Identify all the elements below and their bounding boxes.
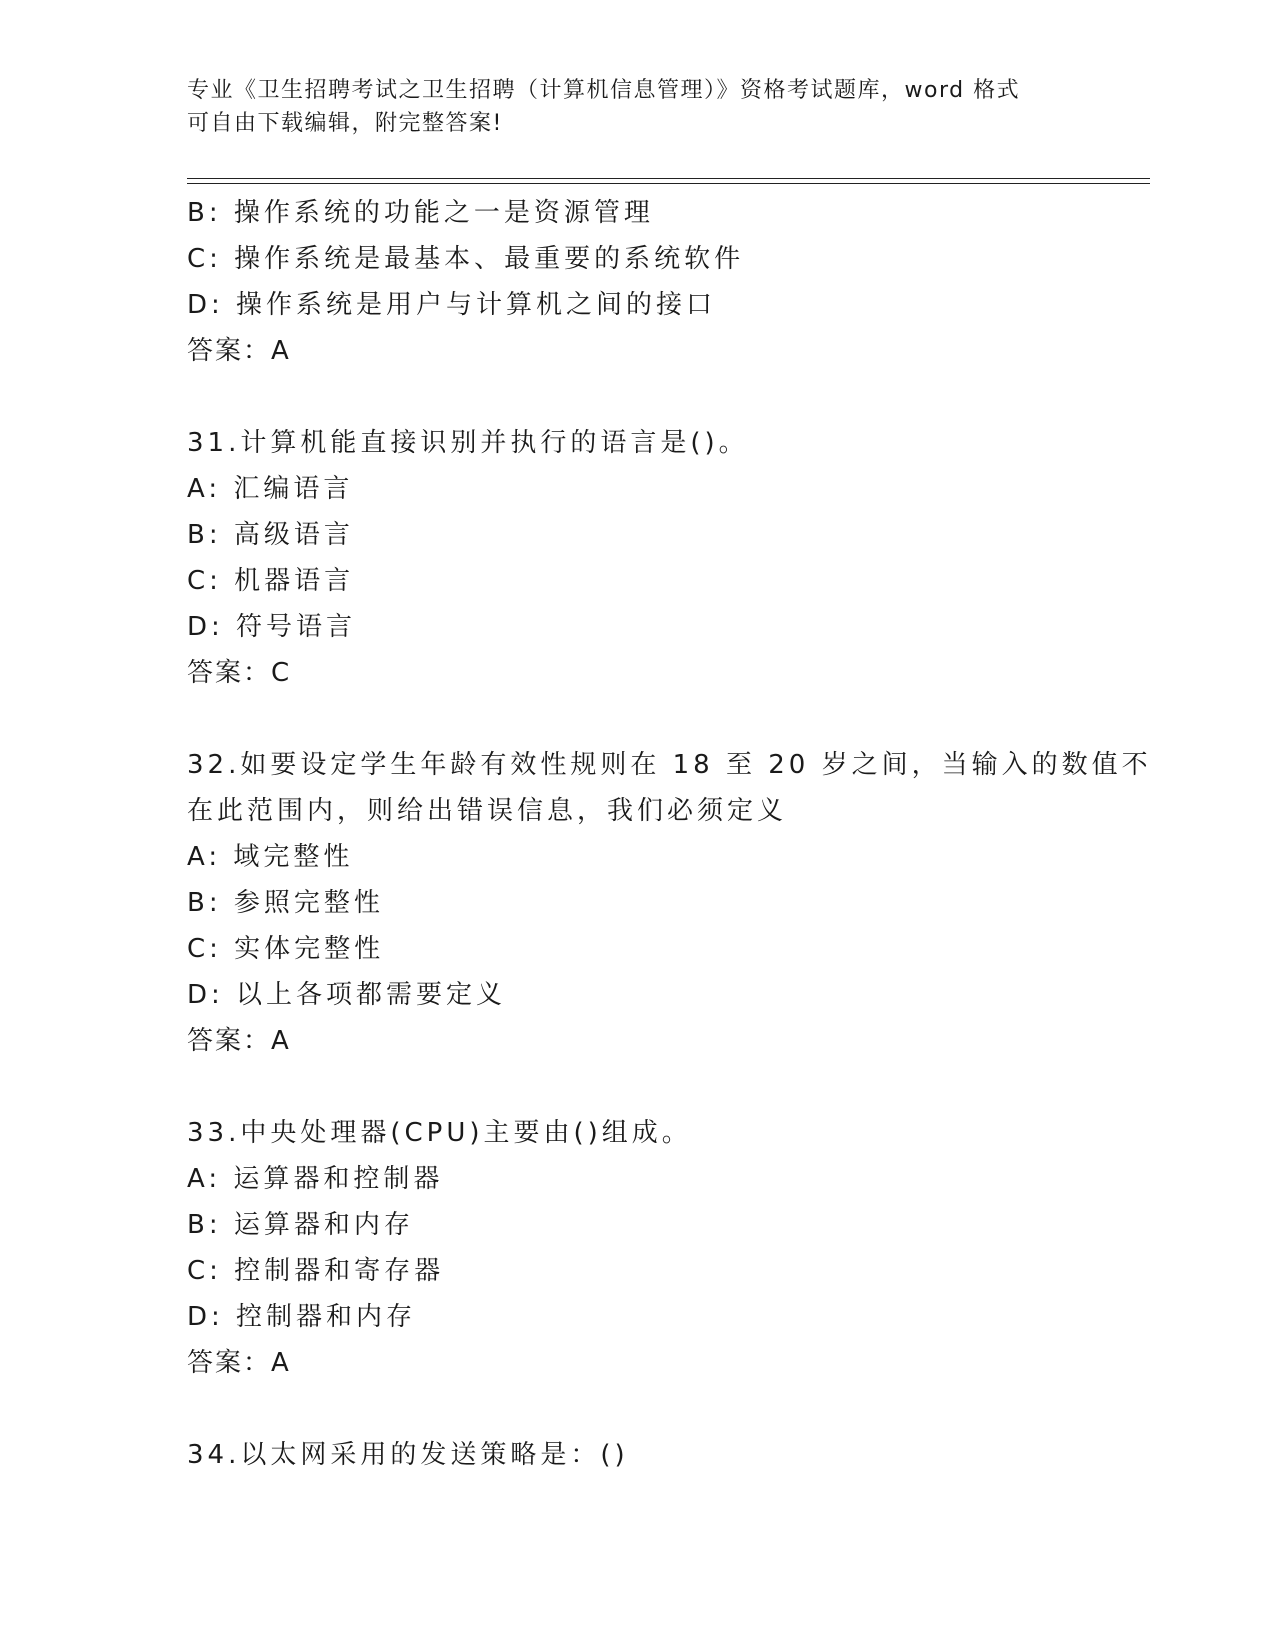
option-a: A: 域完整性 [187,842,354,872]
header-line-2: 可自由下载编辑，附完整答案! [187,111,503,136]
option-d: D: 操作系统是用户与计算机之间的接口 [187,290,717,320]
question-stem: 32.如要设定学生年龄有效性规则在 18 至 20 岁之间，当输入的数值不 [187,750,1152,780]
spacer [187,374,1087,420]
option-c: C: 机器语言 [187,566,355,596]
question-block-33 [187,1110,1087,1386]
document-header [187,74,1087,140]
option-b: B: 参照完整性 [187,888,384,918]
question-block-34 [187,1432,1087,1478]
answer-line: 答案：A [187,1348,291,1378]
option-c: C: 操作系统是最基本、最重要的系统软件 [187,244,745,274]
spacer [187,1386,1087,1432]
option-a: A: 运算器和控制器 [187,1164,444,1194]
answer-line: 答案：C [187,658,292,688]
option-b: B: 操作系统的功能之一是资源管理 [187,198,654,228]
option-d: D: 符号语言 [187,612,357,642]
question-stem-continued: 在此范围内，则给出错误信息，我们必须定义 [187,796,788,826]
spacer [187,696,1087,742]
option-d: D: 控制器和内存 [187,1302,417,1332]
option-d: D: 以上各项都需要定义 [187,980,507,1010]
question-block-31 [187,420,1087,696]
answer-line: 答案：A [187,1026,291,1056]
spacer [187,1064,1087,1110]
option-c: C: 控制器和寄存器 [187,1256,445,1286]
option-c: C: 实体完整性 [187,934,385,964]
header-line-1: 专业《卫生招聘考试之卫生招聘（计算机信息管理）》资格考试题库，word 格式 [187,78,1021,103]
question-list [187,190,1152,1478]
question-stem: 34.以太网采用的发送策略是：() [187,1440,629,1470]
answer-line: 答案：A [187,336,291,366]
option-b: B: 运算器和内存 [187,1210,414,1240]
question-stem: 31.计算机能直接识别并执行的语言是()。 [187,428,749,458]
question-stem: 33.中央处理器(CPU)主要由()组成。 [187,1118,692,1148]
question-block-30 [187,190,1087,374]
question-block-32 [187,742,1152,1064]
option-a: A: 汇编语言 [187,474,354,504]
header-divider-top [187,178,1150,179]
header-divider-bottom [187,183,1150,184]
option-b: B: 高级语言 [187,520,354,550]
